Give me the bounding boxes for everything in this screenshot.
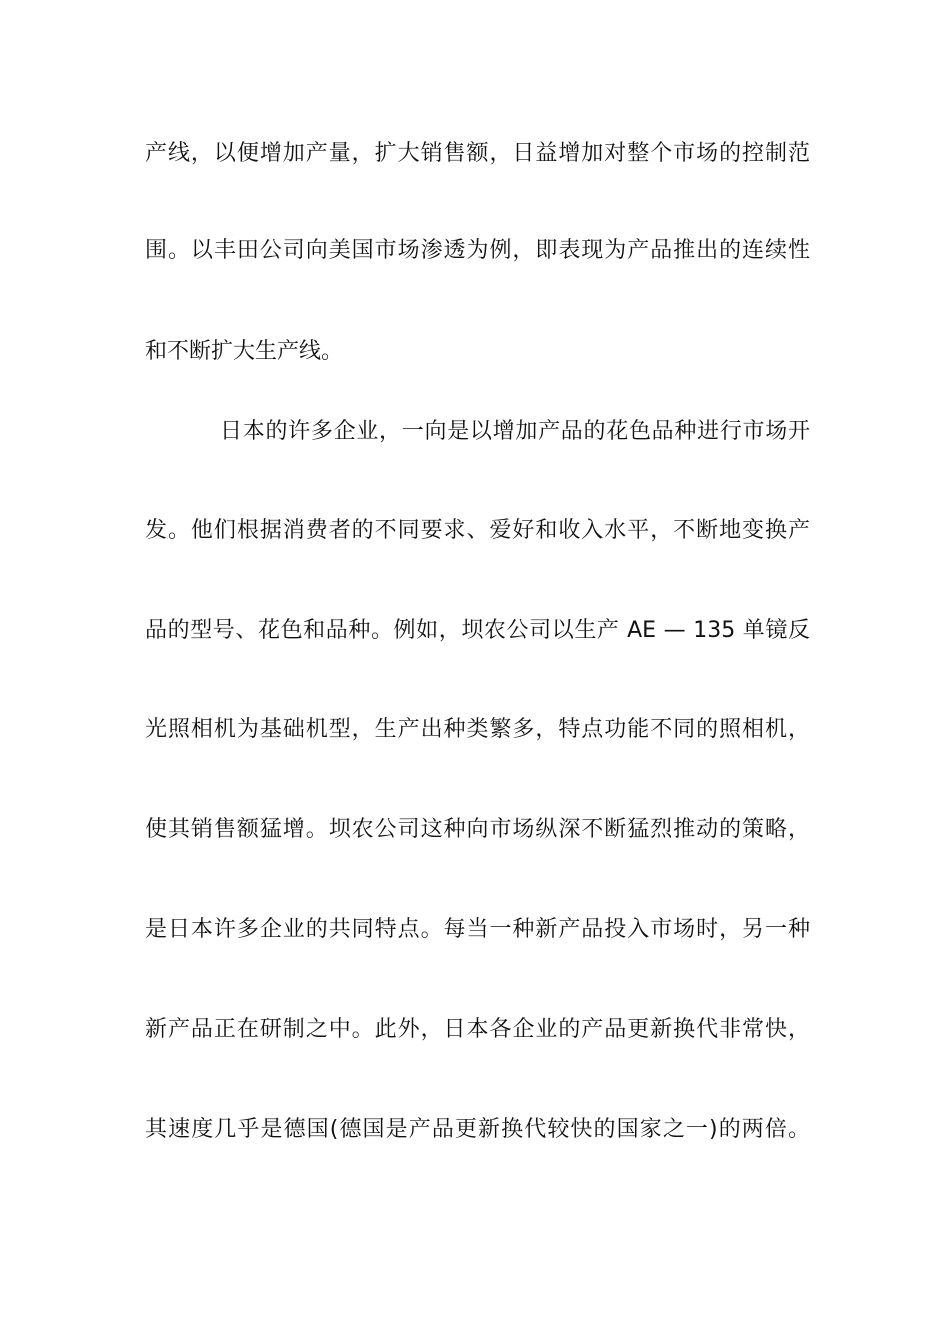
text-line: 产线，以便增加产量，扩大销售额，日益增加对整个市场的控制范 [145, 141, 810, 166]
text-line: 和不断扩大生产线。 [145, 339, 344, 364]
text-line: 使其销售额猛增。坝农公司这种向市场纵深不断猛烈推动的策略， [145, 817, 810, 842]
text-line: 是日本许多企业的共同特点。每当一种新产品投入市场时，另一种 [145, 917, 810, 942]
paragraph-first-line: 日本的许多企业，一向是以增加产品的花色品种进行市场开 [220, 419, 810, 444]
text-line: 其速度几乎是德国(德国是产品更新换代较快的国家之一)的两倍。 [145, 1117, 810, 1142]
text-line: 新产品正在研制之中。此外，日本各企业的产品更新换代非常快， [145, 1017, 810, 1042]
text-line: 光照相机为基础机型，生产出种类繁多，特点功能不同的照相机， [145, 717, 810, 742]
text-line: 品的型号、花色和品种。例如，坝农公司以生产 AE — 135 单镜反 [145, 618, 810, 643]
text-line: 发。他们根据消费者的不同要求、爱好和收入水平，不断地变换产 [145, 518, 810, 543]
text-line: 围。以丰田公司向美国市场渗透为例，即表现为产品推出的连续性 [145, 238, 810, 263]
